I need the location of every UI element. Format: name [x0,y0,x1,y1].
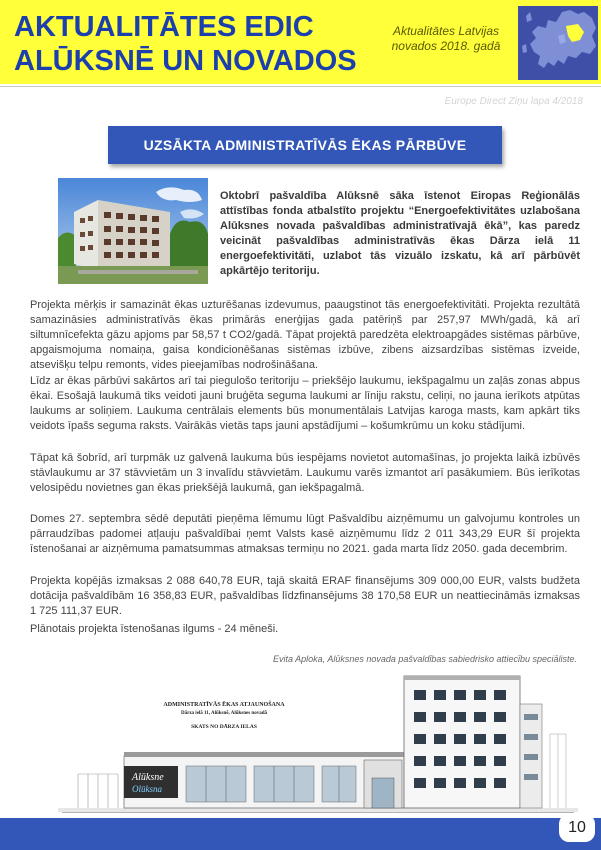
article-lead: Oktobrī pašvaldība Alūksnē sāka īstenot Eiropas Reģionālās attīstības fonda atbalstīto projektu “Energoefektivitātes uzlabošana Alūksnes novada pašvaldības administratīvajā ēkā”, kas paredz veicināt pašvaldības administratīvās ēkas Dārza ielā 11 energoefektivitāti, uzlabot tās vizuālo izskatu, kā arī pārbūvēt apkārtējo teritoriju. [220,190,580,277]
drawing-caption-1: ADMINISTRATĪVĀS ĒKAS ATJAUNOŠANA [163,702,285,708]
europe-map-icon [518,6,598,80]
building-elevation-drawing [58,674,578,820]
page-header [0,0,601,84]
article-paragraph: Domes 27. septembra sēdē deputāti pieņēma lēmumu lūgt Pašvaldību aizņēmumu un galvojumu kontroles un pārraudzības padomei atļauju pašvaldībai ņemt Valsts kasē aizņēmumu līdz 2 011 343,29 EUR šī projekta īstenošanai ar aizņēmuma pamatsummas atmaksas termiņu no 2021. gada marta līdz 2050. gada decembrim. [30,513,580,555]
building-photo [58,178,208,284]
page-footer [0,818,601,850]
article-paragraph: Līdz ar ēkas pārbūvi sakārtos arī tai piegulošo teritoriju – priekšējo laukumu, iekšpagalmu un zaļās zonas abpus ēkai. Esošajā laukumā tiks veidoti jauni bruģēta seguma laukumi ar līniju rakstu, celiņi, no jauna ierīkots atpūtas laukums ar soliņiem. Laukuma centrālais elements būs monumentālais Latvijas karoga masts, kam apkārt tiks veidots īpašs seguma raksts. Vairākās vietās taps jauni apstādījumi – košumkrūmu un koku stādījumi. [30,375,580,432]
title-line-1: AKTUALITĀTES EDIC [14,11,314,43]
page-number: 10 [559,814,595,842]
newsletter-title [14,10,357,78]
header-divider [0,86,601,87]
drawing-caption-2: Dārza ielā 11, Alūksnē, Alūksnes novadā [181,711,267,716]
drawing-sign-text: Alūksne [132,772,164,783]
article-paragraph: Tāpat kā šobrīd, arī turpmāk uz galvenā laukuma būs iespējams novietot automašīnas, jo projekta laikā izbūvēs stāvlaukumu ar 37 stāvvietām un 3 invalīdu stāvvietām. Laukumu varēs izmantot arī pasākumiem. Būs ierīkotas velosipēdu novietnes gan ēkas priekšējā laukumā, gan iekšpagalmā. [30,452,580,494]
drawing-caption-3: SKATS NO DĀRZA IELAS [191,724,257,730]
article-headline: UZSĀKTA ADMINISTRATĪVĀS ĒKAS PĀRBŪVE [108,126,502,164]
article-author: Evita Aploka, Alūksnes novada pašvaldības sabiedrisko attiecību speciāliste. [272,654,577,664]
subtitle-line-1: Aktualitātes Latvijas [392,24,500,38]
subtitle-line-2: novados 2018. gadā [391,39,501,53]
title-line-2: ALŪKSNĒ UN NOVADOS [14,45,357,77]
drawing-sign-mirror: Olūksna [132,784,162,794]
issue-label: Europe Direct Ziņu lapa 4/2018 [444,96,583,107]
article-paragraph: Projekta kopējās izmaksas 2 088 640,78 EUR, tajā skaitā ERAF finansējums 309 000,00 EUR, valsts budžeta dotācija pašvaldībām 16 358,83 EUR, pašvaldības līdzfinansējums 38 170,58 EUR un neattiecināmās izmaksas 1 725 111,37 EUR. [30,575,580,617]
article-paragraph: Projekta mērķis ir samazināt ēkas uzturēšanas izdevumus, paaugstinot tās energoefektivitāti. Projekta rezultātā samazināsies administratīvās ēkas primārās enerģijas gada patēriņš par 257,97 MWh/gadā, kā arī siltumnīcefekta gāzu apjoms par 58,57 t CO2/gadā. Tāpat projektā paredzēta elektroapgādes sistēmas pārbūve, apgaismojuma nomaiņa, gaisa kondicionēšanas sistēmas izbūve, zibens aizsardzības sistēmas izveide, atsevišķu telpu remonts, vides pieejamības nodrošināšana. [30,299,580,371]
newsletter-subtitle [376,24,516,54]
article-paragraph: Plānotais projekta īstenošanas ilgums - 24 mēneši. [30,623,279,635]
